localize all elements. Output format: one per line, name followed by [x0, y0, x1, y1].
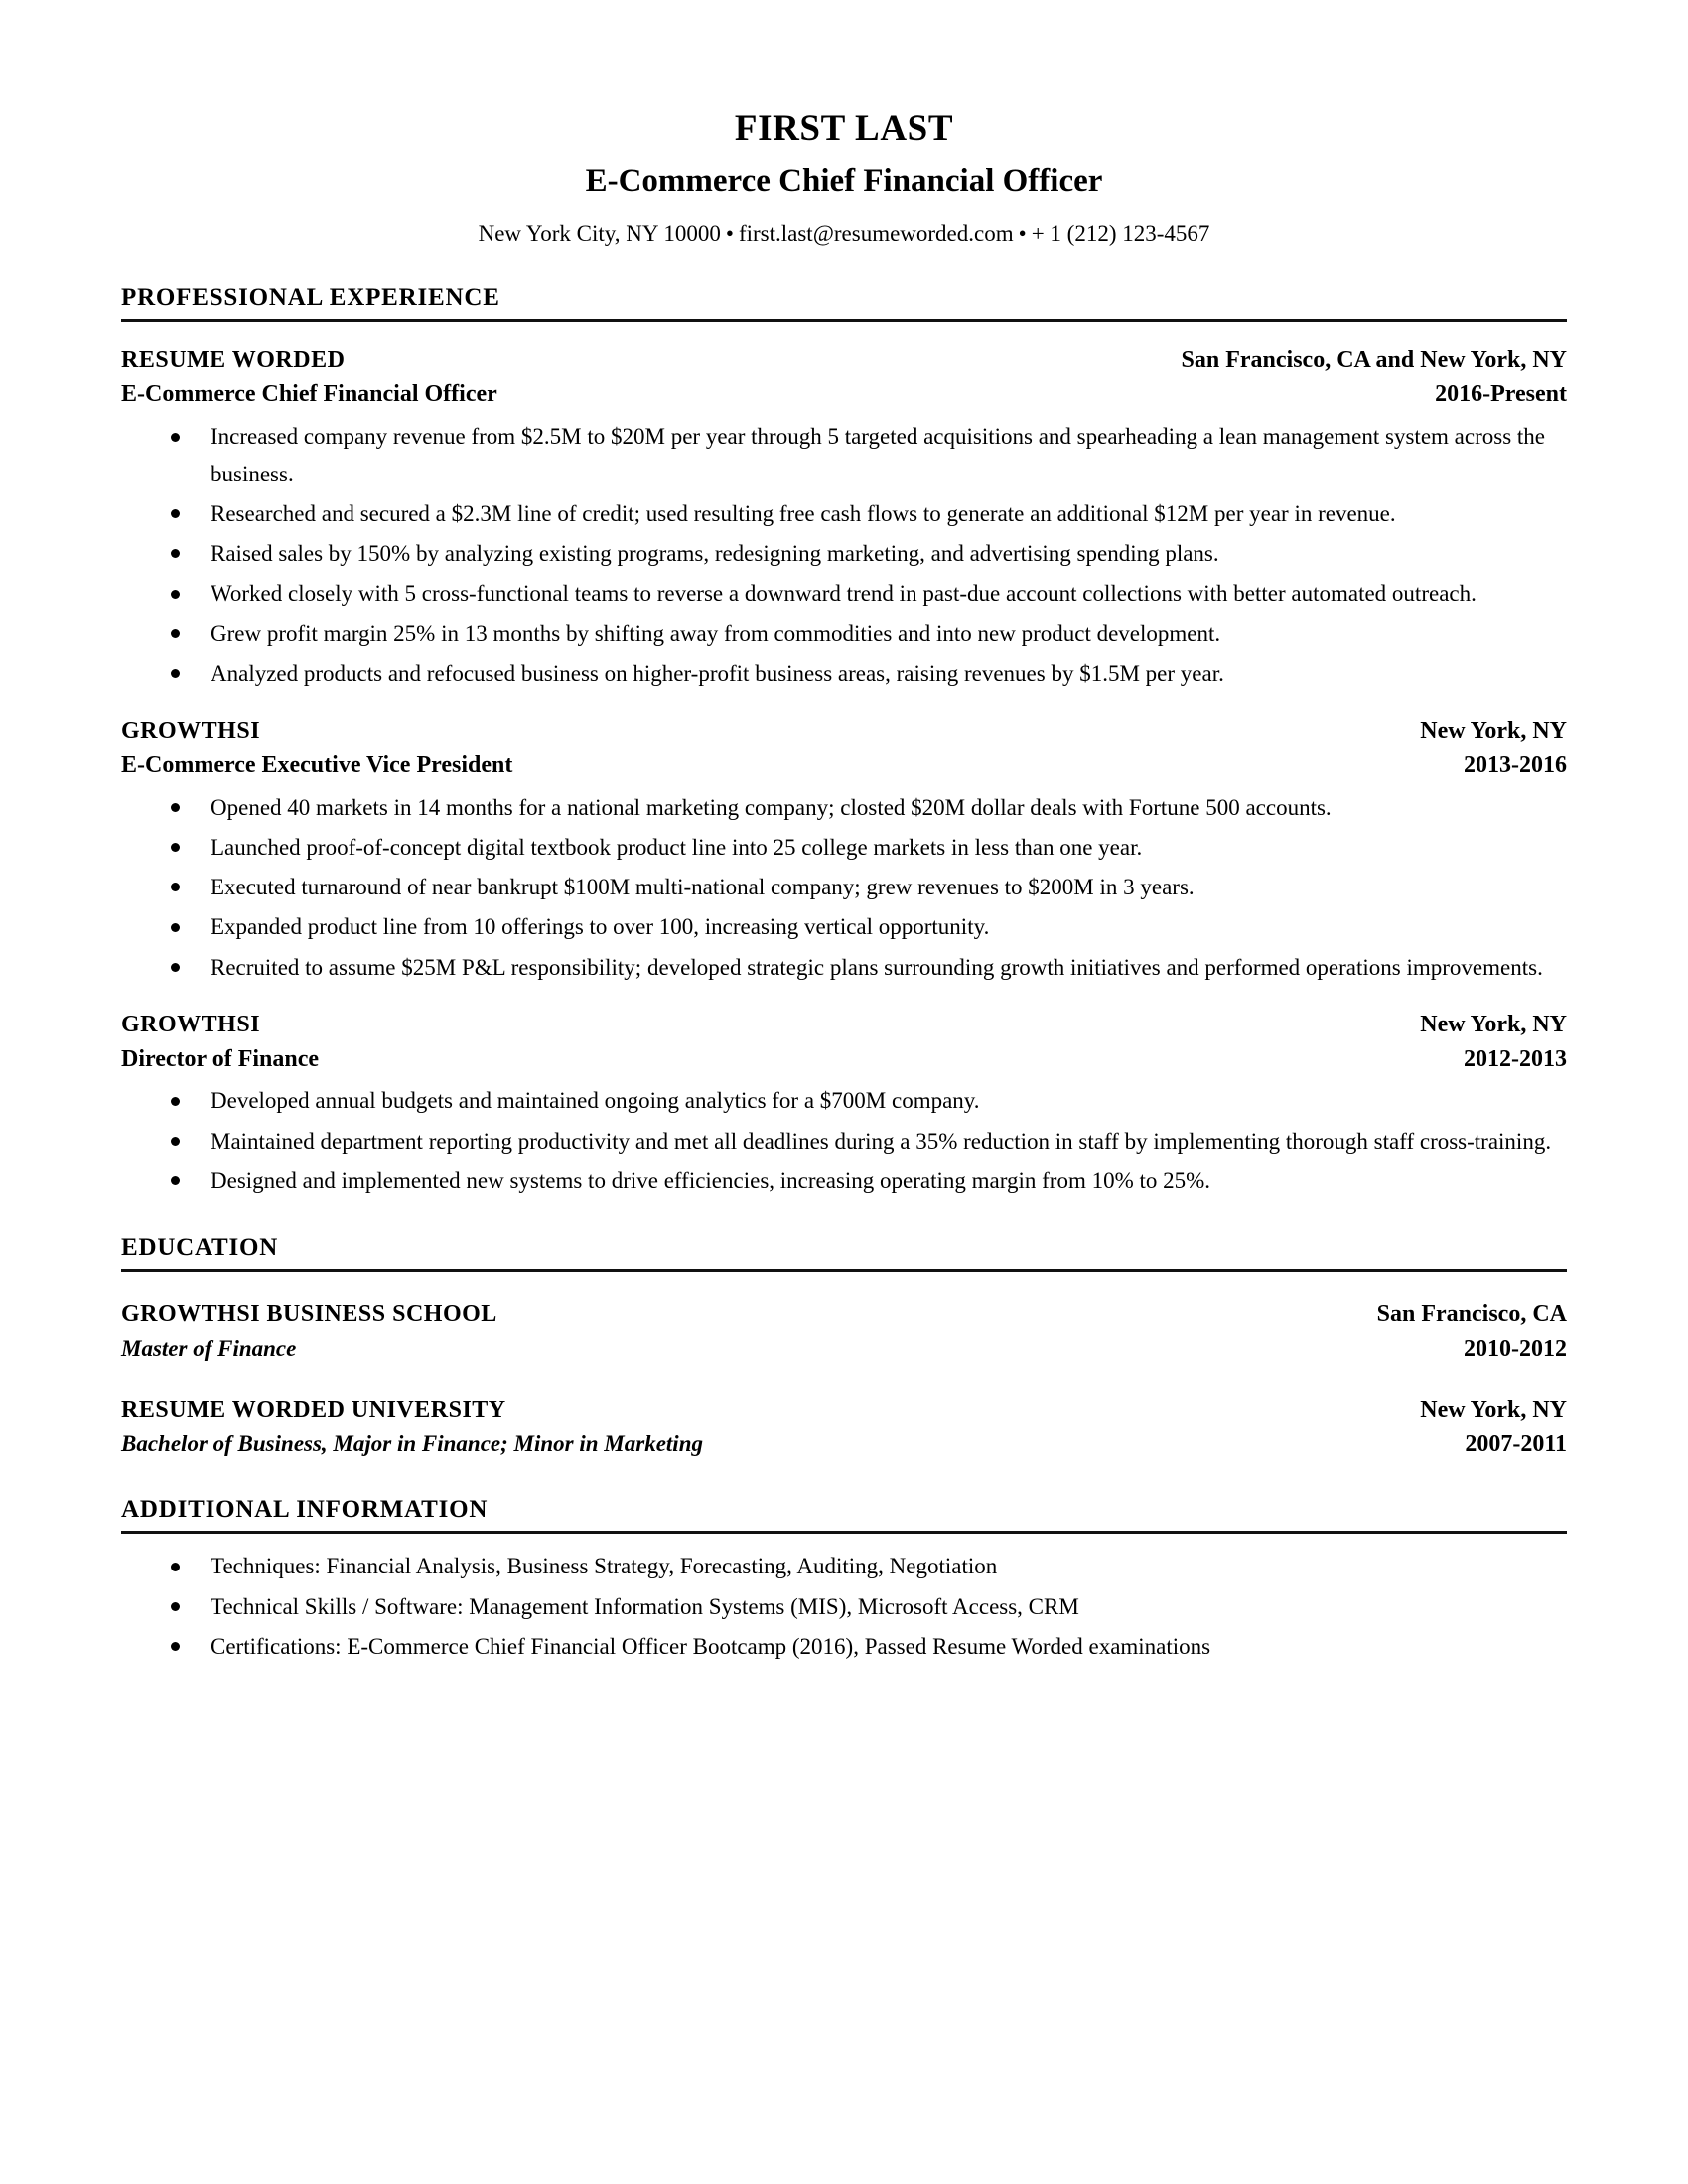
bullet-dot-icon — [171, 590, 180, 599]
bullet-item — [121, 1588, 1567, 1625]
section-divider-education — [121, 1269, 1567, 1272]
bullet-text: Increased company revenue from $2.5M to $20M per year through 5 targeted acquisitions and spearheading a lean management system across the business. — [211, 424, 1545, 486]
experience-role-row — [121, 377, 1567, 412]
experience-role-dates: 2013-2016 — [1464, 751, 1567, 778]
education-degree-row — [121, 1428, 1567, 1462]
bullet-text: Researched and secured a $2.3M line of credit; used resulting free cash flows to generate an additional $12M per year in revenue. — [211, 500, 1396, 526]
education-school-row — [121, 1297, 1567, 1332]
experience-entry — [121, 343, 1567, 692]
education-degree-row — [121, 1332, 1567, 1367]
education-school-row — [121, 1393, 1567, 1428]
section-professional-experience — [121, 283, 1567, 1200]
experience-company-name: GROWTHSI — [121, 718, 261, 745]
contact-email[interactable]: first.last@resumeworded.com — [738, 220, 1014, 246]
experience-bullet-list — [121, 418, 1567, 692]
section-additional-information — [121, 1495, 1567, 1665]
section-title-additional: ADDITIONAL INFORMATION — [121, 1496, 489, 1524]
education-degree-name: Bachelor of Business, Major in Finance; Minor in Marketing — [121, 1431, 703, 1456]
education-school-name: GROWTHSI BUSINESS SCHOOL — [121, 1301, 497, 1328]
bullet-text: Expanded product line from 10 offerings to over 100, increasing vertical opportunity. — [211, 914, 990, 940]
section-divider-additional — [121, 1531, 1567, 1534]
education-degree-dates: 2007-2011 — [1465, 1431, 1567, 1457]
resume-header — [121, 107, 1567, 249]
candidate-name: FIRST LAST — [734, 108, 954, 149]
experience-role-title: E-Commerce Chief Financial Officer — [121, 381, 497, 408]
contact-info-line — [121, 218, 1567, 249]
experience-company-location: New York, NY — [1420, 1011, 1567, 1037]
bullet-dot-icon — [171, 1642, 180, 1651]
bullet-text: Grew profit margin 25% in 13 months by shifting away from commodities and into new product development. — [211, 620, 1221, 646]
bullet-text: Raised sales by 150% by analyzing existing programs, redesigning marketing, and advertising spending plans. — [211, 541, 1219, 567]
experience-company-row — [121, 343, 1567, 378]
contact-phone[interactable]: + 1 (212) 123-4567 — [1031, 220, 1210, 246]
experience-entry — [121, 1008, 1567, 1199]
education-entry — [121, 1297, 1567, 1367]
bullet-dot-icon — [171, 1602, 180, 1611]
bullet-item — [121, 1162, 1567, 1199]
bullet-dot-icon — [171, 669, 180, 678]
contact-separator-2: • — [1018, 220, 1027, 246]
bullet-dot-icon — [171, 883, 180, 891]
bullet-text: Recruited to assume $25M P&L responsibility; developed strategic plans surrounding growth initiatives and performed operations improvements. — [211, 954, 1543, 980]
contact-separator-1: • — [725, 220, 734, 246]
bullet-dot-icon — [171, 509, 180, 518]
experience-company-location: New York, NY — [1420, 718, 1567, 745]
bullet-item — [121, 829, 1567, 866]
candidate-job-title: E-Commerce Chief Financial Officer — [585, 163, 1103, 200]
experience-role-row — [121, 1042, 1567, 1077]
experience-bullet-list — [121, 789, 1567, 986]
experience-role-dates: 2016-Present — [1435, 381, 1567, 408]
section-title-experience: PROFESSIONAL EXPERIENCE — [121, 283, 500, 311]
bullet-dot-icon — [171, 923, 180, 932]
experience-company-name: GROWTHSI — [121, 1011, 261, 1037]
bullet-item — [121, 869, 1567, 905]
bullet-item — [121, 908, 1567, 945]
bullet-text: Maintained department reporting productivity and met all deadlines during a 35% reduction in staff by implementing thorough staff cross-training. — [211, 1128, 1552, 1154]
bullet-item — [121, 1548, 1567, 1584]
experience-company-row — [121, 714, 1567, 749]
section-title-education: EDUCATION — [121, 1234, 279, 1262]
experience-company-location: San Francisco, CA and New York, NY — [1181, 346, 1567, 373]
bullet-text: Techniques: Financial Analysis, Business Strategy, Forecasting, Auditing, Negotiation — [211, 1554, 998, 1579]
bullet-dot-icon — [171, 803, 180, 812]
education-school-name: RESUME WORDED UNIVERSITY — [121, 1396, 506, 1423]
bullet-item — [121, 1123, 1567, 1160]
bullet-text: Worked closely with 5 cross-functional teams to reverse a downward trend in past-due account collections with better automated outreach. — [211, 581, 1477, 607]
bullet-dot-icon — [171, 963, 180, 972]
section-divider-experience — [121, 319, 1567, 322]
bullet-item — [121, 418, 1567, 492]
bullet-item — [121, 495, 1567, 532]
additional-bullet-list — [121, 1548, 1567, 1665]
education-degree-name: Master of Finance — [121, 1336, 297, 1362]
education-school-location: San Francisco, CA — [1376, 1301, 1567, 1328]
bullet-item — [121, 655, 1567, 692]
experience-company-name: RESUME WORDED — [121, 346, 346, 373]
bullet-text: Opened 40 markets in 14 months for a national marketing company; closted $20M dollar deals with Fortune 500 accounts. — [211, 794, 1332, 820]
bullet-text: Designed and implemented new systems to drive efficiencies, increasing operating margin from 10% to 25%. — [211, 1167, 1211, 1193]
section-education — [121, 1233, 1567, 1461]
bullet-text: Executed turnaround of near bankrupt $100M multi-national company; grew revenues to $200M in 3 years. — [211, 875, 1195, 900]
bullet-item — [121, 575, 1567, 612]
bullet-dot-icon — [171, 1137, 180, 1146]
bullet-text: Developed annual budgets and maintained ongoing analytics for a $700M company. — [211, 1088, 980, 1114]
bullet-dot-icon — [171, 1563, 180, 1571]
bullet-dot-icon — [171, 549, 180, 558]
bullet-item — [121, 949, 1567, 986]
bullet-text: Analyzed products and refocused business on higher-profit business areas, raising revenues by $1.5M per year. — [211, 660, 1224, 686]
bullet-item — [121, 1082, 1567, 1119]
contact-location: New York City, NY 10000 — [478, 220, 721, 246]
education-school-location: New York, NY — [1420, 1396, 1567, 1423]
experience-entry — [121, 714, 1567, 986]
experience-role-title: E-Commerce Executive Vice President — [121, 751, 513, 778]
bullet-text: Launched proof-of-concept digital textbook product line into 25 college markets in less than one year. — [211, 834, 1143, 860]
bullet-dot-icon — [171, 1176, 180, 1185]
experience-bullet-list — [121, 1082, 1567, 1199]
education-degree-dates: 2010-2012 — [1464, 1336, 1567, 1363]
bullet-item — [121, 535, 1567, 572]
bullet-dot-icon — [171, 433, 180, 442]
bullet-item — [121, 789, 1567, 826]
experience-company-row — [121, 1008, 1567, 1042]
bullet-item — [121, 1628, 1567, 1665]
bullet-dot-icon — [171, 629, 180, 638]
experience-role-title: Director of Finance — [121, 1045, 320, 1072]
bullet-dot-icon — [171, 843, 180, 852]
bullet-dot-icon — [171, 1097, 180, 1106]
bullet-text: Technical Skills / Software: Management Information Systems (MIS), Microsoft Access, CRM — [211, 1593, 1079, 1619]
experience-role-row — [121, 749, 1567, 783]
education-entry — [121, 1393, 1567, 1462]
bullet-item — [121, 615, 1567, 652]
bullet-text: Certifications: E-Commerce Chief Financial Officer Bootcamp (2016), Passed Resume Worded examinations — [211, 1633, 1211, 1659]
experience-role-dates: 2012-2013 — [1464, 1045, 1567, 1072]
